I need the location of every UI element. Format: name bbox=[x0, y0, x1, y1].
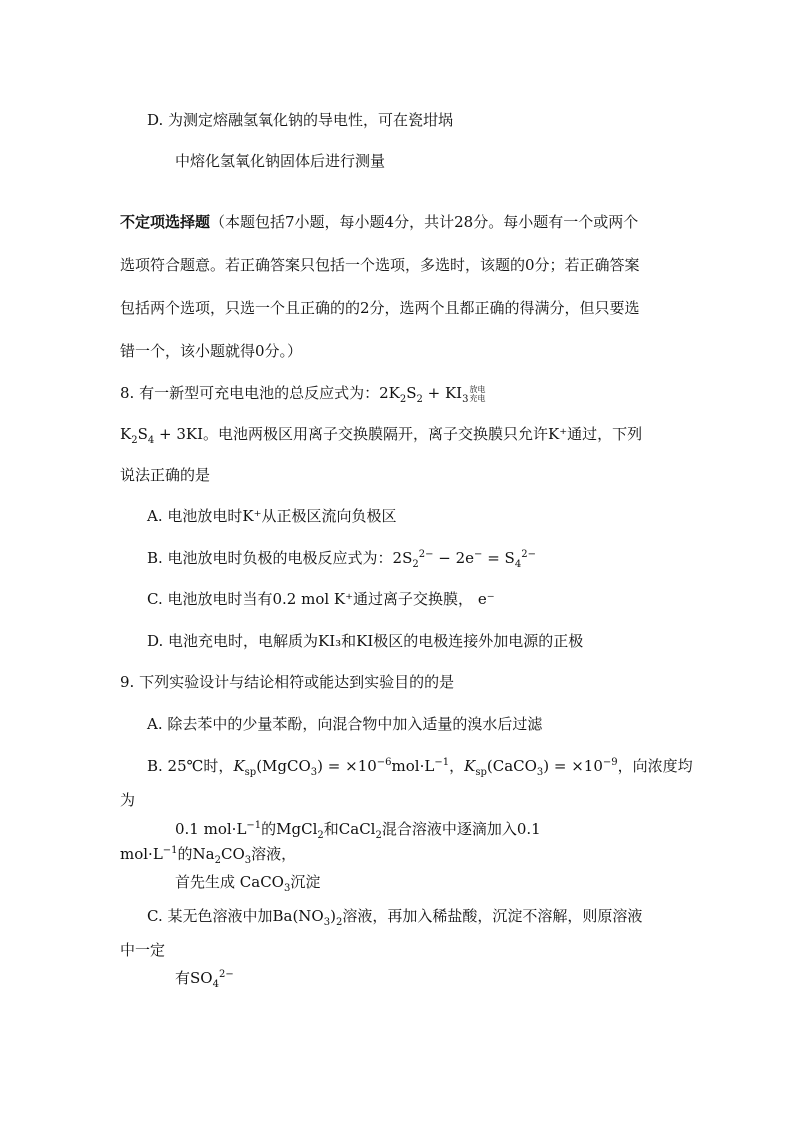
q8-stem-line3: 说法正确的是 bbox=[120, 466, 211, 484]
q9-option-c-line2: 中一定 bbox=[120, 941, 166, 959]
q7-option-d-line1: D. 为测定熔融氢氧化钠的导电性，可在瓷坩埚 bbox=[147, 111, 454, 129]
q9-option-c-line3: 有$SO_4^{2-}$ bbox=[175, 969, 234, 990]
q8-reaction-arrow-label: 放电 充电 bbox=[469, 385, 486, 403]
q8-option-d: D. 电池充电时，电解质为KI₃和KI极区的电极连接外加电源的正极 bbox=[147, 632, 584, 650]
q8-stem-line1: 8. 有一新型可充电电池的总反应式为：$2K_2S_2 + KI_3$ 放电 充电 bbox=[120, 384, 486, 405]
q9-option-b-line1: B. 25℃时，$K_{sp}(MgCO_3) = \times 10^{-6}mol\cdot L^{-1}$，$K_{sp}(CaCO_3) = \times 10^{-9}$，向浓度均 bbox=[147, 757, 693, 778]
q8-option-c: C. 电池放电时当有0.2 mol K⁺通过离子交换膜， e⁻ bbox=[147, 590, 495, 608]
section-intro-line1 bbox=[120, 212, 638, 232]
q9-option-a: A. 除去苯中的少量苯酚，向混合物中加入适量的溴水后过滤 bbox=[147, 715, 543, 733]
q9-option-b-line4: $mol\cdot L^{-1}$的$Na_2CO_3$溶液， bbox=[120, 845, 297, 866]
q8-option-b: B. 电池放电时负极的电极反应式为：$2S_2^{2-} - 2e^- = S_4^{2-}$ bbox=[147, 549, 536, 570]
q9-option-b-line2: 为 bbox=[120, 791, 136, 809]
section-intro-line3: 包括两个选项，只选一个且正确的的2分，选两个且都正确的得满分，但只要选 bbox=[120, 299, 640, 317]
q8-stem-line2: $K_2S_4 + 3KI$。电池两极区用离子交换膜隔开，离子交换膜只允许K⁺通过，下列 bbox=[120, 425, 643, 446]
section-intro-text1: （本题包括7小题，每小题4分，共计28分。每小题有一个或两个 bbox=[210, 213, 639, 231]
section-intro-line2: 选项符合题意。若正确答案只包括一个选项，多选时，该题的0分；若正确答案 bbox=[120, 256, 640, 274]
q9-stem: 9. 下列实验设计与结论相符或能达到实验目的的是 bbox=[120, 673, 455, 691]
q8-stem-line2-text: 。电池两极区用离子交换膜隔开，离子交换膜只允许K⁺通过，下列 bbox=[203, 425, 643, 443]
q7-option-d-line2: 中熔化氢氧化钠固体后进行测量 bbox=[175, 152, 386, 170]
q9-option-b-line3: 0.1 $mol\cdot L^{-1}$的MgCl$_2$和CaCl$_2$混合溶液中逐滴加入0.1 bbox=[175, 820, 541, 841]
q9-option-b-line5: 首先生成 CaCO$_3$沉淀 bbox=[175, 873, 321, 894]
q8-option-a: A. 电池放电时K⁺从正极区流向负极区 bbox=[147, 507, 397, 525]
section-intro-line4: 错一个，该小题就得0分。） bbox=[120, 342, 303, 360]
q8-stem-prefix: 8. 有一新型可充电电池的总反应式为：2K bbox=[120, 384, 400, 402]
section-title: 不定项选择题 bbox=[120, 213, 211, 231]
q9-option-c-line1: C. 某无色溶液中加$Ba(NO_3)_2$溶液，再加入稀盐酸，沉淀不溶解，则原溶液 bbox=[147, 907, 643, 928]
